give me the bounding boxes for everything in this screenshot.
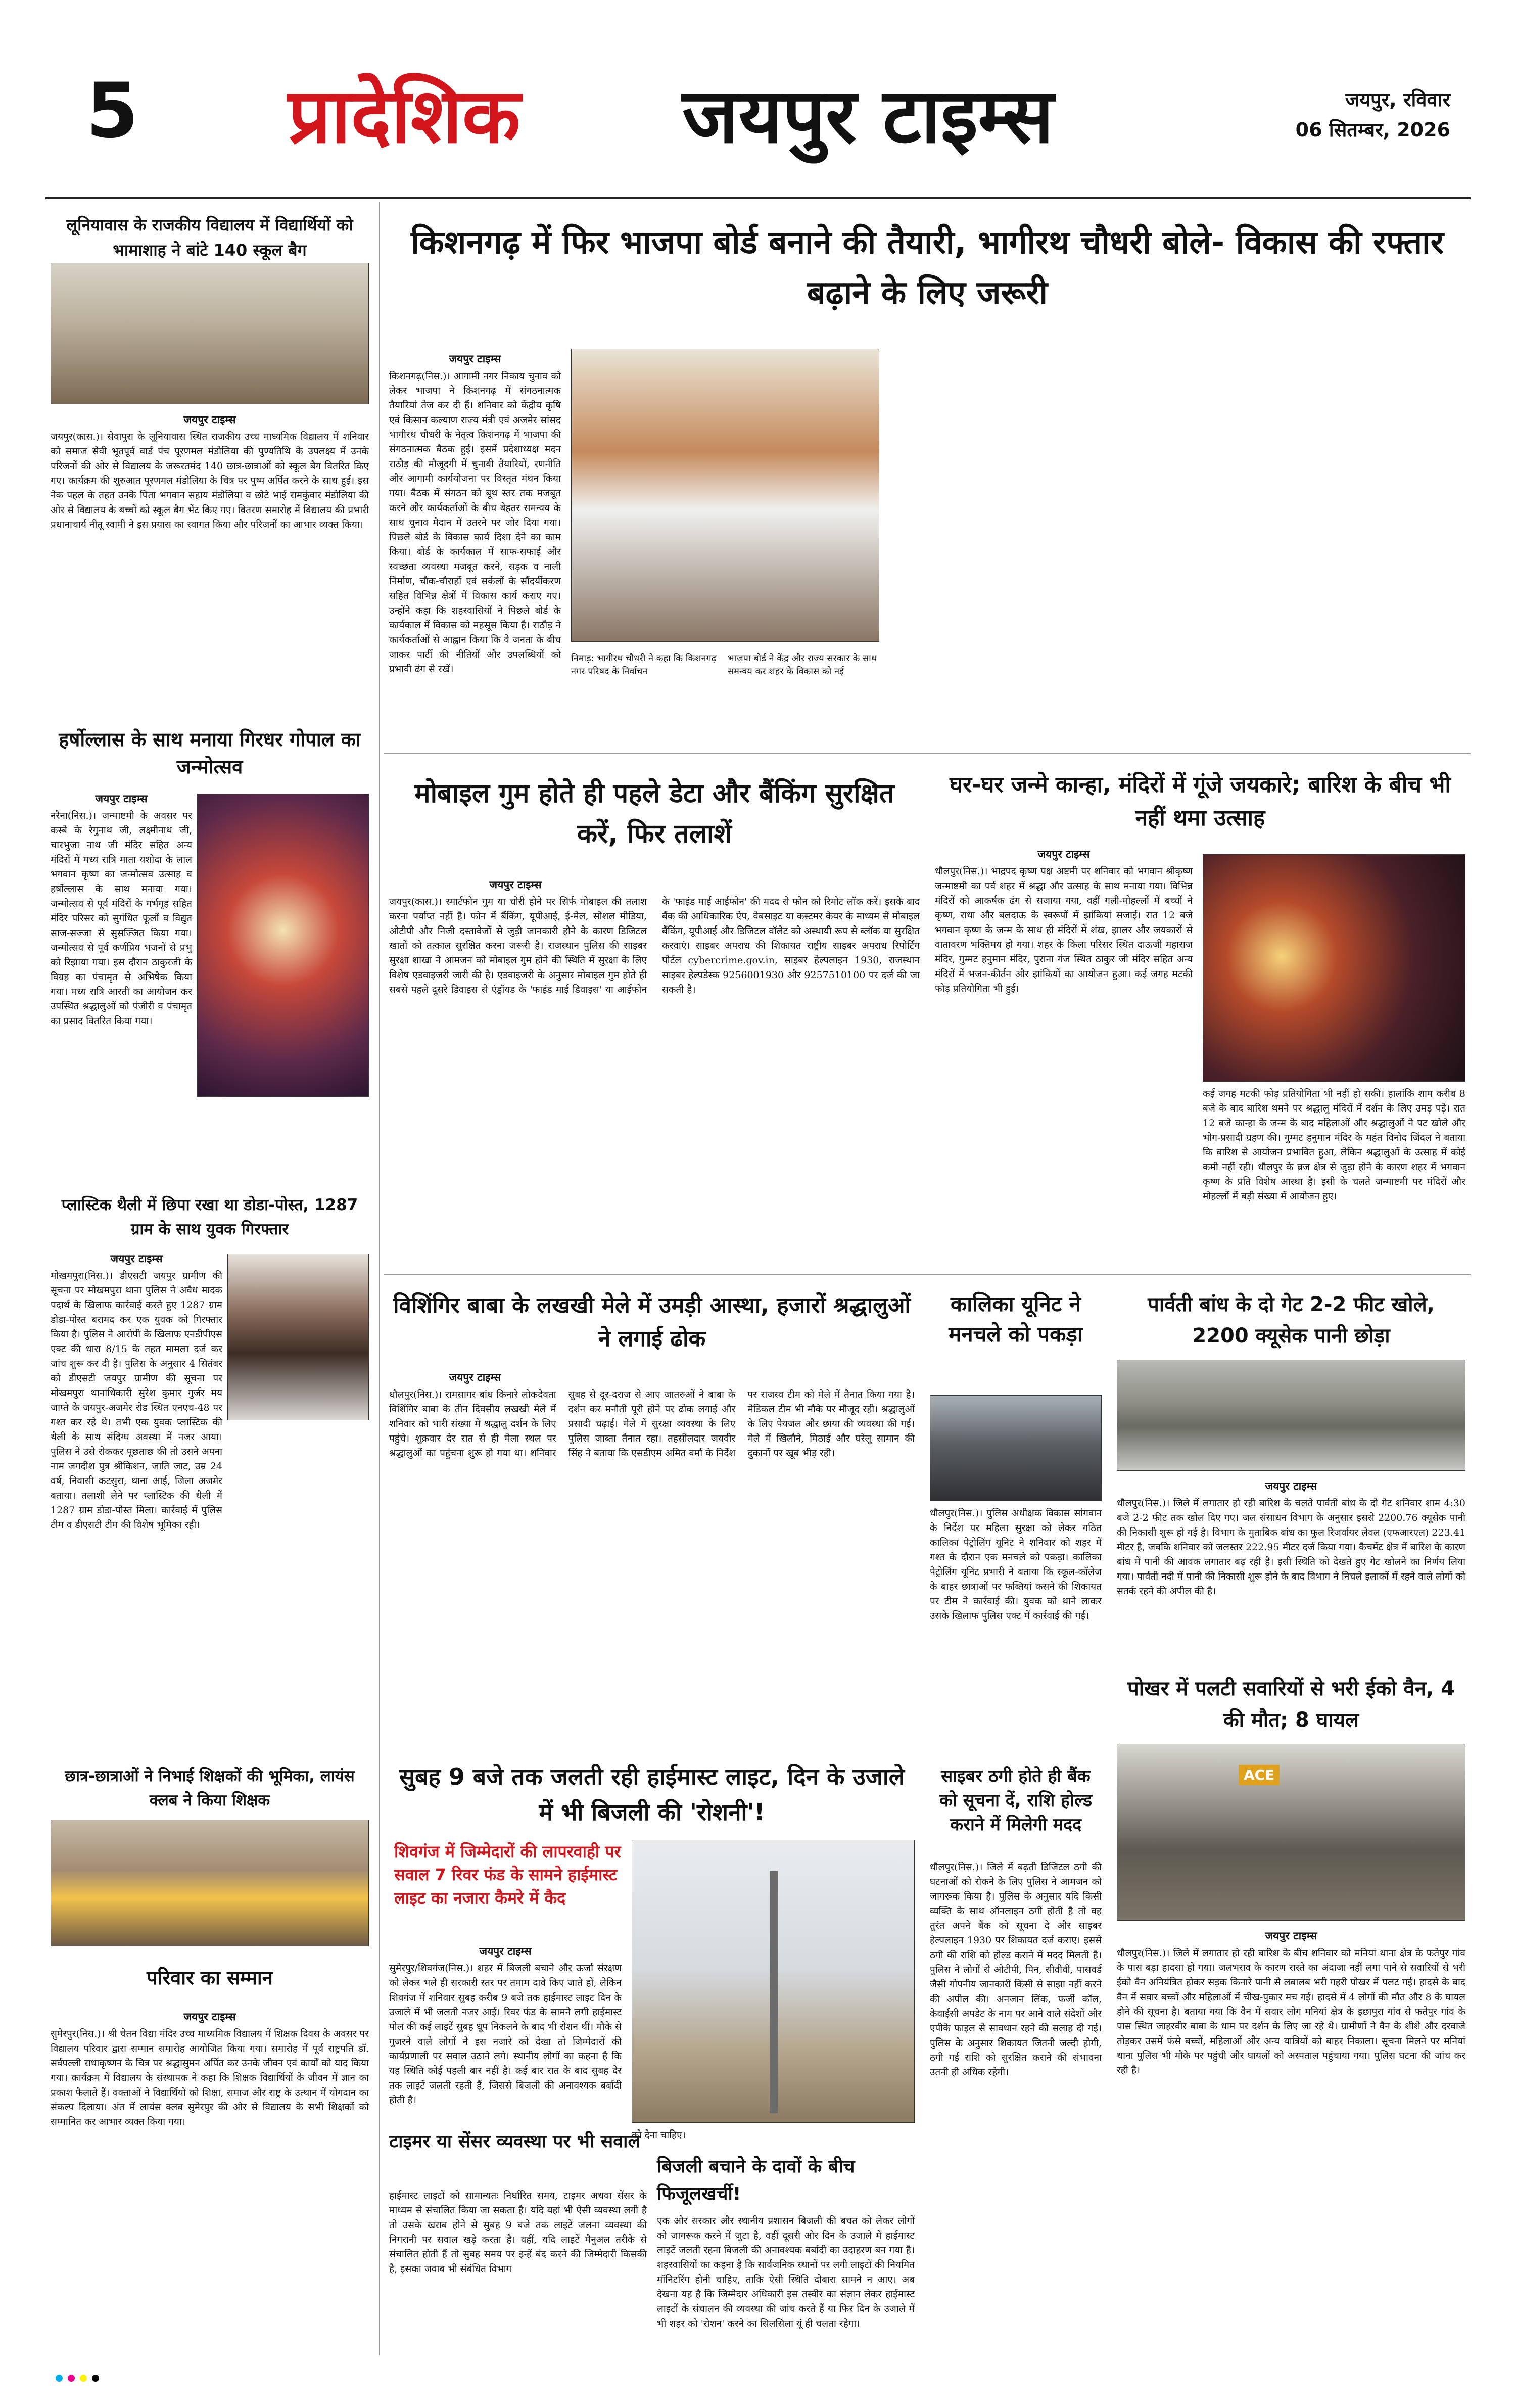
article-body: मोखमपुरा(निस.)। डीएसटी जयपुर ग्रामीण की सूचना पर मोखमपुरा थाना पुलिस ने अवैध मादक पदार्थ के खिलाफ कार्रवाई करते हुए 1287 ग्राम डोडा-पोस्त बरामद कर एक युवक को गिरफ्तार किया है। पुलिस ने आरोपी के खिलाफ एनडीपीएस एक्ट की धारा 8/15 के तहत मामला दर्ज कर जांच शुरू कर दी है। पुलिस के अनुसार 4 सितंबर को डीएसटी जयपुर ग्रामीण की सूचना पर मोखमपुरा थानाधिकारी सुरेश कुमार गुर्जर मय जाप्ते के जयपुर-अजमेर रोड स्थित एनएच-48 पर गश्त कर रहे थे। तभी एक युवक प्लास्टिक की थैली के साथ संदिग्ध अवस्था में नजर आया। पुलिस ने उसे रोककर पूछताछ की तो उसने अपना नाम जगदीश पुत्र श्रीकिशन, जाति जाट, उम्र 24 वर्ष, निवासी कटसुरा, थाना आई, जिला अजमेर बताया। तलाशी लेने पर प्लास्टिक की थैली में 1287 ग्राम डोडा-पोस्त मिला। कार्रवाई में पुलिस टीम व डीएसटी टीम की विशेष भूमिका रही। bbox=[51, 1270, 222, 1531]
article-body: नरैना(निस.)। जन्माष्टमी के अवसर पर कस्बे के रेगुनाथ जी, लक्ष्मीनाथ जी, चारभुजा नाथ जी मंदिर सहित अन्य मंदिरों में मध्य रात्रि माता यशोदा के लाल भगवान कृष्ण का जन्मोत्सव उत्साह व हर्षोल्लास के साथ मनाया गया। जन्मोत्सव से पूर्व मंदिरों के गर्भगृह सहित मंदिर परिसर को सुगंधित फूलों व विद्युत साज-सज्जा से सुसज्जित किया गया। जन्मोत्सव से पूर्व कर्णप्रिय भजनों से प्रभु को रिझाया गया। इस दौरान ठाकुरजी के विग्रह का पंचामृत से अभिषेक किया गया। मध्य रात्रि आरती का आयोजन कर उपस्थित श्रद्धालुओं को पंजीरी व पंचामृत का प्रसाद वितरित किया गया। bbox=[51, 810, 192, 1027]
headline: कालिका यूनिट ने मनचले को पकड़ा bbox=[949, 1291, 1083, 1347]
color-mark-yellow bbox=[80, 2375, 87, 2382]
article-body: धौलपुर(निस.)। रामसागर बांध किनारे लोकदेवता विशिंगिर बाबा के तीन दिवसीय लखखी मेले में शनिवार को भारी संख्या में श्रद्धालु दर्शन के लिए पहुंचे। शुक्रवार देर रात से ही मेला स्थल पर श्रद्धालुओं का पहुंचना शुरू हो गया था। शनिवार सुबह से दूर-दराज से आए जातरुओं ने बाबा के दर्शन कर मनौती पूरी होने पर ढोक लगाई और प्रसादी चढ़ाई। मेले में सुरक्षा व्यवस्था के लिए पुलिस जाब्ता तैनात रहा। तहसीलदार जयवीर सिंह ने बताया कि एसडीएम अमित वर्मा के निर्देश पर राजस्व टीम को मेले में तैनात किया गया है। मेडिकल टीम भी मौके पर मौजूद रही। श्रद्धालुओं के लिए पेयजल और छाया की व्यवस्था की गई। मेले में खिलौने, मिठाई और घरेलू सामान की दुकानों पर खूब भीड़ रही। bbox=[389, 1389, 915, 1459]
article-dodapost bbox=[45, 1188, 374, 1754]
article-krishna bbox=[930, 758, 1471, 1274]
article-body: एक ओर सरकार और स्थानीय प्रशासन बिजली की बचत को लेकर लोगों को जागरूक करने में जुटा है, वहीं दूसरी ओर दिन के उजाले में हाईमास्ट लाइटें जलती रहना बिजली की अनावश्यक बर्बादी का उदाहरण बन गया है। शहरवासियों का कहना है कि सार्वजनिक स्थानों पर लगी लाइटों की नियमित मॉनिटरिंग होनी चाहिए, ताकि ऐसी स्थिति दोबारा सामने न आए। अब देखना यह है कि जिम्मेदार अधिकारी इस तस्वीर का संज्ञान लेकर हाईमास्ट लाइटों के संचालन की व्यवस्था की जांच करते हैं या फिर दिन के उजाले में भी शहर को 'रोशन' करने का सिलसिला यूं ही चलता रहेगा। bbox=[657, 2215, 915, 2329]
byline: जयपुर टाइम्स bbox=[1265, 1930, 1317, 1942]
article-kalika bbox=[925, 1279, 1107, 1754]
temple-decoration-photo bbox=[1203, 854, 1465, 1082]
article-vishingir bbox=[384, 1279, 920, 1744]
byline: जयपुर टाइम्स bbox=[479, 1945, 532, 1957]
lead-bottom-rule bbox=[384, 753, 1471, 754]
headline: साइबर ठगी होते ही बैंक को सूचना दें, राशि होल्ड कराने में मिलेगी मदद bbox=[939, 1766, 1093, 1835]
headline: घर-घर जन्मे कान्हा, मंदिरों में गूंजे जयकारे; बारिश के बीच भी नहीं थमा उत्साह bbox=[950, 772, 1451, 831]
article-body-continued: कई जगह मटकी फोड़ प्रतियोगिता भी नहीं हो सकी। हालांकि शाम करीब 8 बजे के बाद बारिश थमने पर श्रद्धालु मंदिरों में दर्शन के लिए उमड़ पड़े। रात 12 बजे कान्हा के जन्म के बाद महिलाओं और श्रद्धालुओं ने पट खोले और भोग-प्रसादी ग्रहण की। गुम्मट हनुमान मंदिर के महंत विनोद जिंदल ने बताया कि बारिश से आयोजन प्रभावित हुआ, लेकिन श्रद्धालुओं के उत्साह में कोई कमी नहीं रही। धौलपुर के ब्रज क्षेत्र से जुड़ा होने के कारण शहर में भगवान कृष्ण के प्रति विशेष आस्था है। इसी के चलते जन्माष्टमी पर मंदिरों और मोहल्लों में बड़ी संख्या में आयोजन हुए। bbox=[1203, 1088, 1465, 1202]
accused-photo bbox=[227, 1254, 369, 1420]
article-body: धौलपुर(निस.)। जिले में लगातार हो रही बारिश के चलते पार्वती बांध के दो गेट शनिवार शाम 4:30 बजे 2-2 फीट तक खोल दिए गए। जल संसाधन विभाग के अनुसार इससे 2200.76 क्यूसेक पानी की निकासी शुरू हो गई है। विभाग के मुताबिक बांध का फुल रिजर्वायर लेवल (एफआरएल) 223.41 मीटर है, जबकि शनिवार को जलस्तर 222.95 मीटर दर्ज किया गया। कैचमेंट क्षेत्र में बारिश के कारण बांध में पानी की आवक लगातार बढ़ रही है। इसी स्थिति को देखते हुए गेट खोलने का निर्णय लिया गया। पार्वती नदी में पानी की निकासी शुरू होने के बाद विभाग ने निचले इलाकों में रहने वाले लोगों को सतर्क रहने की अपील की है। bbox=[1117, 1498, 1465, 1597]
article-girdhar bbox=[45, 718, 374, 1183]
article-body: हाईमास्ट लाइटों को सामान्यतः निर्धारित समय, टाइमर अथवा सेंसर के माध्यम से संचालित किया जा सकता है। यदि यहां भी ऐसी व्यवस्था लगी है तो उसके खराब होने से सुबह 9 बजे तक लाइटें जलना व्यवस्था की निगरानी पर सवाल खड़े करता है। वहीं, यदि लाइटें मैनुअल तरीके से संचालित होती हैं तो सुबह समय पर इन्हें बंद करने की जिम्मेदारी किसकी है, इसका जवाब भी संबंधित विभाग bbox=[389, 2190, 647, 2275]
school-event-photo bbox=[51, 263, 369, 404]
article-body: सुमेरपुर(निस.)। श्री चेतन विद्या मंदिर उच्च माध्यमिक विद्यालय में शिक्षक दिवस के अवसर पर विद्यालय परिवार द्वारा सम्मान समारोह आयोजित किया गया। समारोह में पूर्व राष्ट्रपति डॉ. सर्वपल्ली राधाकृष्णन के चित्र पर श्रद्धासुमन अर्पित कर उनके जीवन एवं कार्यों को याद किया गया। कार्यक्रम में विद्यालय के संस्थापक ने कहा कि शिक्षक विद्यार्थियों के जीवन में ज्ञान का प्रकाश फैलाते हैं। वक्ताओं ने विद्यार्थियों को शिक्षा, समाज और राष्ट्र के उत्थान में योगदान का संकल्प दिलाया। अंत में लायंस क्लब सुमेरपुर की ओर से विद्यालय के सभी शिक्षकों को सम्मानित कर आभार व्यक्त किया गया। bbox=[51, 2028, 369, 2127]
krishna-idol-photo bbox=[197, 794, 369, 1097]
headline: प्लास्टिक थैली में छिपा रखा था डोडा-पोस्त, 1287 ग्राम के साथ युवक गिरफ्तार bbox=[61, 1196, 358, 1238]
article-lions bbox=[45, 1759, 374, 1951]
dam-gates-photo bbox=[1117, 1360, 1465, 1471]
byline: जयपुर टाइम्स bbox=[183, 2011, 236, 2023]
mid-rule bbox=[384, 1274, 1471, 1275]
section-title: प्रादेशिक bbox=[288, 72, 520, 160]
lead-headline: किशनगढ़ में फिर भाजपा बोर्ड बनाने की तैयारी, भागीरथ चौधरी बोले- विकास की रफ्तार बढ़ाने के लिए जरूरी bbox=[411, 224, 1444, 312]
headline: लूनियावास के राजकीय विद्यालय में विद्यार्थियों को भामाशाह ने बांटे 140 स्कूल बैग bbox=[66, 215, 353, 260]
kalika-unit-photo bbox=[930, 1395, 1102, 1501]
newspaper-name: जयपुर टाइम्स bbox=[682, 72, 1054, 160]
pole bbox=[770, 1871, 778, 2113]
headline: परिवार का सम्मान bbox=[147, 1967, 273, 1989]
byline: जयपुर टाइम्स bbox=[1265, 1480, 1317, 1492]
article-school-bags bbox=[45, 202, 374, 713]
headline: बिजली बचाने के दावों के बीच फिजूलखर्ची! bbox=[657, 2156, 855, 2204]
bjp-meeting-photo-1 bbox=[571, 349, 879, 642]
article-cyber bbox=[925, 1759, 1107, 2355]
byline: जयपुर टाइम्स bbox=[449, 353, 501, 365]
byline: जयपुर टाइम्स bbox=[110, 1253, 163, 1265]
article-pokhar bbox=[1112, 1668, 1471, 2355]
headline: छात्र-छात्राओं ने निभाई शिक्षकों की भूमिका, लायंस क्लब ने किया शिक्षक bbox=[65, 1767, 355, 1810]
byline: जयपुर टाइम्स bbox=[183, 413, 236, 426]
article-body-continued: को देना चाहिए। bbox=[632, 2129, 686, 2141]
headline: टाइमर या सेंसर व्यवस्था पर भी सवाल bbox=[389, 2131, 640, 2152]
article-family bbox=[45, 1956, 374, 2350]
article-body: धौलपुर(निस.)। जिले में लगातार हो रही बारिश के बीच शनिवार को मनियां थाना क्षेत्र के फतेपुर गांव के पास बड़ा हादसा हो गया। जलभराव के कारण रास्ते का अंदाजा नहीं लगा पाने से सवारियों से भरी ईको वैन अनियंत्रित होकर सड़क किनारे पानी से लबालब भरी गहरी पोखर में पलट गई। हादसे के बाद वैन में सवार बच्चों और महिलाओं में चीख-पुकार मच गई। हादसे में 4 लोगों की मौत और 8 के घायल होने की सूचना है। बताया गया कि वैन में सवार लोग मनियां क्षेत्र के इछापुरा गांव से फतेपुर गांव के पास स्थित जाहरवीर बाबा के धाम पर दर्शन के लिए जा रहे थे। ग्रामीणों ने वैन के शीशे और दरवाजे तोड़कर उसमें फंसे बच्चों, महिलाओं और अन्य यात्रियों को बाहर निकाला। सूचना मिलने पर मनियां थाना पुलिस भी मौके पर पहुंची और घायलों को अस्पताल पहुंचाया गया। पुलिस घटना की जांच कर रही है। bbox=[1117, 1948, 1465, 2076]
article-body: धौलपुर(निस.)। भाद्रपद कृष्ण पक्ष अष्टमी पर शनिवार को भगवान श्रीकृष्ण जन्माष्टमी का पर्व शहर में श्रद्धा और उत्साह के साथ मनाया गया। विभिन्न मंदिरों को आकर्षक ढंग से सजाया गया, वहीं गली-मोहल्लों में बच्चों ने कृष्ण, राधा और बलदाऊ के स्वरूपों में झांकियां सजाईं। रात 12 बजे भगवान कृष्ण के जन्म के साथ ही मंदिरों में शंख, झालर और जयकारों से वातावरण भक्तिमय हो गया। शहर के किला परिसर स्थित दाऊजी महाराज मंदिर, गुम्मट हनुमान मंदिर, पुराना गंज स्थित ठाकुर जी मंदिर सहित अन्य मंदिरों में भजन-कीर्तन और झांकियों का आयोजन हुआ। कई जगह मटकी फोड़ प्रतियोगिता भी हुई। bbox=[935, 866, 1193, 994]
article-kishangarh bbox=[384, 202, 1471, 753]
byline: जयपुर टाइम्स bbox=[1037, 848, 1090, 860]
article-mobile bbox=[384, 758, 925, 1274]
headline: पार्वती बांध के दो गेट 2-2 फीट खोले, 2200 क्यूसेक पानी छोड़ा bbox=[1148, 1293, 1435, 1348]
students-teachers-photo bbox=[51, 1820, 369, 1946]
issue-date: 06 सितम्बर, 2026 bbox=[1295, 119, 1450, 141]
photo-caption-1: निमाड़: भागीरथ चौधरी ने कहा कि किशनगढ़ नगर परिषद के निर्वाचन bbox=[571, 653, 717, 677]
photo-caption-2: भाजपा बोर्ड ने केंद्र और राज्य सरकार के साथ समन्वय कर शहर के विकास को नई bbox=[728, 653, 877, 677]
byline: जयपुर टाइम्स bbox=[489, 878, 542, 891]
byline: जयपुर टाइम्स bbox=[95, 793, 148, 805]
masthead bbox=[45, 45, 1471, 197]
van-accident-photo bbox=[1117, 1744, 1465, 1921]
footer-print-marks bbox=[45, 2366, 1471, 2391]
highmast-light-photo bbox=[632, 1840, 915, 2123]
article-body: सुमेरपुर/शिवगंज(निस.)। शहर में बिजली बचाने और ऊर्जा संरक्षण को लेकर भले ही सरकारी स्तर पर तमाम दावे किए जाते हों, लेकिन शिवगंज में शनिवार सुबह करीब 9 बजे तक हाईमास्ट लाइट दिन के उजाले में भी जलती नजर आई। रिवर फंड के सामने लगी हाईमास्ट पोल की कई लाइटें सुबह धूप निकलने के बाद भी रोशन थीं। मौके से गुजरने वाले लोगों ने इस नजारे को देखा तो जिम्मेदारों की कार्यप्रणाली पर सवाल उठाने लगे। स्थानीय लोगों का कहना है कि यह स्थिति कोई पहली बार नहीं है। कई बार रात के बाद सुबह देर तक लाइटें जलती रहती हैं, जिससे बिजली की अनावश्यक बर्बादी होती है। bbox=[389, 1963, 622, 2106]
article-body: धौलपुर(निस.)। पुलिस अधीक्षक विकास सांगवान के निर्देश पर महिला सुरक्षा को लेकर गठित कालिका पेट्रोलिंग यूनिट ने शनिवार को शहर में गश्त के दौरान एक मनचले को पकड़ा। कालिका पेट्रोलिंग यूनिट प्रभारी ने बताया कि स्कूल-कॉलेज के बाहर छात्राओं पर फब्तियां कसने की शिकायत पर टीम ने कार्रवाई की। युवक को थाने लाकर उसके खिलाफ पुलिस एक्ट में कार्रवाई की गई। bbox=[930, 1508, 1102, 1622]
masthead-divider bbox=[45, 197, 1471, 199]
color-mark-magenta bbox=[68, 2375, 75, 2382]
headline: सुबह 9 बजे तक जलती रही हाईमास्ट लाइट, दिन के उजाले में भी बिजली की 'रोशनी'! bbox=[399, 1763, 905, 1826]
headline: पोखर में पलटी सवारियों से भरी ईको वैन, 4 की मौत; 8 घायल bbox=[1127, 1677, 1455, 1732]
left-column-rule bbox=[379, 202, 380, 2355]
article-body: जयपुर(कास.)। स्मार्टफोन गुम या चोरी होने पर सिर्फ मोबाइल की तलाश करना पर्याप्त नहीं है। फोन में बैंकिंग, यूपीआई, ई-मेल, सोशल मीडिया, ओटीपी और निजी दस्तावेजों से जुड़ी जानकारी होने के कारण डिजिटल खातों को तत्काल सुरक्षित करना जरूरी है। राजस्थान पुलिस की साइबर सुरक्षा शाखा ने आमजन को मोबाइल गुम होने की स्थिति में सुरक्षा के लिए विशेष एडवाइजरी जारी की है। एडवाइजरी के अनुसार मोबाइल गुम होते ही सबसे पहले दूसरे डिवाइस से एंड्रॉयड के 'फाइंड माई डिवाइस' या आईफोन के 'फाइंड माई आईफोन' की मदद से फोन को रिमोट लॉक करें। इसके बाद बैंक की आधिकारिक ऐप, वेबसाइट या कस्टमर केयर के माध्यम से मोबाइल बैंकिंग, यूपीआई और डिजिटल वॉलेट को अस्थायी रूप से ब्लॉक या सुरक्षित करवाएं। साइबर अपराध की शिकायत राष्ट्रीय साइबर अपराध रिपोर्टिंग पोर्टल cybercrime.gov.in, साइबर हेल्पलाइन 1930, राजस्थान साइबर हेल्पडेस्क 9256001930 और 9257510100 पर दर्ज की जा सकती है। bbox=[389, 896, 920, 995]
byline: जयपुर टाइम्स bbox=[449, 1371, 501, 1383]
headline: हर्षोल्लास के साथ मनाया गिरधर गोपाल का जन्मोत्सव bbox=[59, 728, 361, 778]
headline: मोबाइल गुम होते ही पहले डेटा और बैंकिंग सुरक्षित करें, फिर तलाशें bbox=[414, 778, 894, 849]
color-mark-cyan bbox=[56, 2375, 63, 2382]
headline: विशिंगिर बाबा के लखखी मेले में उमड़ी आस्था, हजारों श्रद्धालुओं ने लगाई ढोक bbox=[393, 1292, 911, 1352]
city-day: जयपुर, रविवार bbox=[1345, 88, 1450, 111]
article-timer bbox=[384, 2123, 652, 2355]
page-number: 5 bbox=[86, 67, 139, 155]
subhead: शिवगंज में जिम्मेदारों की लापरवाही पर सवाल 7 रिवर फंड के सामने हाईमास्ट लाइट का नजारा कैमरे में कैद bbox=[394, 1842, 621, 1908]
color-mark-black bbox=[92, 2375, 99, 2382]
article-body: धौलपुर(निस.)। जिले में बढ़ती डिजिटल ठगी की घटनाओं को रोकने के लिए पुलिस ने आमजन को जागरूक किया है। पुलिस के अनुसार यदि किसी व्यक्ति के साथ ऑनलाइन ठगी होती है तो वह तुरंत अपने बैंक को सूचना दे और साइबर हेल्पलाइन 1930 पर शिकायत दर्ज कराए। इससे ठगी की राशि को होल्ड कराने में मदद मिलती है। पुलिस ने लोगों से ओटीपी, पिन, सीवीवी, पासवर्ड जैसी गोपनीय जानकारी किसी से साझा नहीं करने की अपील की। अनजान लिंक, फर्जी कॉल, केवाईसी अपडेट के नाम पर आने वाले संदेशों और एपीके फाइल से सावधान रहने की सलाह दी गई। पुलिस के अनुसार शिकायत जितनी जल्दी होगी, ठगी गई राशि को सुरक्षित कराने की संभावना उतनी ही अधिक रहेगी। bbox=[930, 1862, 1102, 2078]
article-parvati bbox=[1112, 1279, 1471, 1663]
article-body: जयपुर(कास.)। सेवापुरा के लूनियावास स्थित राजकीय उच्च माध्यमिक विद्यालय में शनिवार को समाज सेवी भूतपूर्व वार्ड पंच पूरणमल मंडोलिया की पुण्यतिथि के उपलक्ष्य में उनके परिजनों की ओर से विद्यालय के जरूरतमंद 140 छात्र-छात्राओं को स्कूल बैग वितरित किए गए। कार्यक्रम की शुरुआत पूरणमल मंडोलिया के चित्र पर पुष्प अर्पित करने के साथ हुई। इस नेक पहल के तहत उनके पिता भगवान सहाय मंडोलिया व छोटे भाई रामकुंवार मंडोलिया की ओर से विद्यालय के बच्चों को स्कूल बैग भेंट किए गए। वितरण समारोह में विद्यालय की प्रभारी प्रधानाचार्य नीतू स्वामी ने इस प्रयास का स्वागत किया और परिजनों का आभार व्यक्त किया। bbox=[51, 431, 369, 530]
crane-sign: ACE bbox=[1239, 1765, 1280, 1785]
article-body: किशनगढ़(निस.)। आगामी नगर निकाय चुनाव को लेकर भाजपा ने किशनगढ़ में संगठनात्मक तैयारियां तेज कर दी हैं। शनिवार को केंद्रीय कृषि एवं किसान कल्याण राज्य मंत्री एवं अजमेर सांसद भागीरथ चौधरी के नेतृत्व किशनगढ़ में भाजपा की संगठनात्मक बैठक हुई। इसमें प्रदेशाध्यक्ष मदन राठौड़ की मौजूदगी में चुनावी तैयारियों, रणनीति और आगामी कार्ययोजना पर विस्तृत मंथन किया गया। बैठक में संगठन को बूथ स्तर तक मजबूत करने और कार्यकर्ताओं के बीच बेहतर समन्वय के साथ चुनाव मैदान में उतरने पर जोर दिया गया। पिछले बोर्ड के विकास कार्य दिशा देने का काम किया। बोर्ड के कार्यकाल में साफ-सफाई और स्वच्छता व्यवस्था मजबूत करने, सड़क व नाली निर्माण, चौक-चौराहों एवं सर्कलों के सौंदर्यीकरण सहित विभिन्न क्षेत्रों में विकास कार्य कराए गए। उन्होंने कहा कि शहरवासियों ने पिछले बोर्ड के कार्यकाल में विकास को महसूस किया है। राठौड़ ने कार्यकर्ताओं से आह्वान किया कि वे जनता के बीच जाकर पार्टी की नीतियों और उपलब्धियों को प्रभावी ढंग से रखें। bbox=[389, 371, 561, 675]
article-savebijli bbox=[652, 2148, 920, 2355]
